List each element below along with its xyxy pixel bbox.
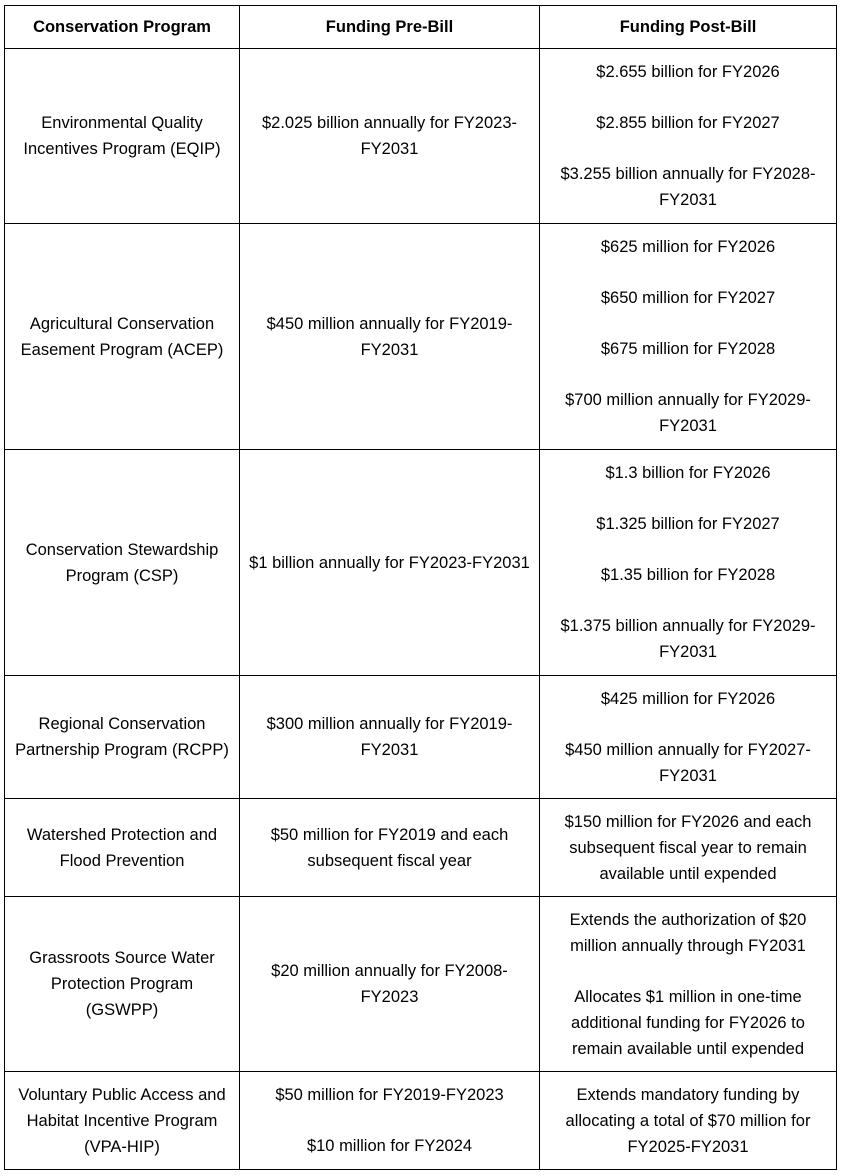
post-bill-text: $625 million for FY2026 — [600, 238, 776, 256]
header-funding-post-bill: Funding Post-Bill — [540, 6, 837, 49]
table-header-row — [5, 6, 837, 49]
post-bill-text: $700 million annually for FY2029-FY2031 — [565, 391, 811, 435]
post-bill-cell — [540, 799, 837, 897]
post-bill-cell — [540, 49, 837, 224]
program-name-cell: Agricultural Conservation Easement Program (ACEP) — [5, 224, 240, 450]
table-row — [5, 676, 837, 799]
conservation-funding-table — [4, 5, 837, 1170]
post-bill-text: $3.255 billion annually for FY2028-FY2031 — [560, 165, 816, 209]
pre-bill-text: $1 billion annually for FY2023-FY2031 — [249, 553, 530, 572]
pre-bill-cell — [240, 799, 540, 897]
pre-bill-text: $50 million for FY2019-FY2023 — [275, 1086, 504, 1104]
header-funding-pre-bill: Funding Pre-Bill — [240, 6, 540, 49]
post-bill-text: $1.325 billion for FY2027 — [596, 515, 780, 533]
pre-bill-text: $20 million annually for FY2008-FY2023 — [271, 962, 508, 1006]
program-name-cell: Voluntary Public Access and Habitat Incentive Program (VPA-HIP) — [5, 1072, 240, 1170]
program-name-cell: Environmental Quality Incentives Program (EQIP) — [5, 49, 240, 224]
pre-bill-cell — [240, 676, 540, 799]
post-bill-cell — [540, 1072, 837, 1170]
post-bill-text: $425 million for FY2026 — [600, 689, 776, 708]
post-bill-text: $1.375 billion annually for FY2029-FY2031 — [560, 617, 816, 661]
post-bill-text: Allocates $1 million in one-time additional funding for FY2026 to remain available until expended — [571, 987, 805, 1058]
post-bill-cell — [540, 450, 837, 676]
pre-bill-text: $300 million annually for FY2019-FY2031 — [266, 715, 513, 759]
post-bill-cell — [540, 897, 837, 1072]
pre-bill-cell — [240, 897, 540, 1072]
post-bill-text: $1.3 billion for FY2026 — [605, 464, 771, 482]
post-bill-text: $675 million for FY2028 — [600, 340, 776, 358]
program-name-cell: Conservation Stewardship Program (CSP) — [5, 450, 240, 676]
post-bill-text: $2.655 billion for FY2026 — [596, 63, 780, 81]
pre-bill-text: $50 million for FY2019 and each subsequent fiscal year — [270, 825, 509, 870]
post-bill-text: Extends mandatory funding by allocating a total of $70 million for FY2025-FY2031 — [565, 1085, 811, 1156]
header-conservation-program: Conservation Program — [5, 6, 240, 49]
pre-bill-cell — [240, 49, 540, 224]
post-bill-cell — [540, 224, 837, 450]
post-bill-text: $1.35 billion for FY2028 — [600, 566, 776, 584]
pre-bill-text: $450 million annually for FY2019-FY2031 — [266, 314, 513, 359]
table-row — [5, 49, 837, 224]
post-bill-text: $450 million annually for FY2027-FY2031 — [565, 740, 811, 785]
post-bill-cell — [540, 676, 837, 799]
program-name-cell: Regional Conservation Partnership Program (RCPP) — [5, 676, 240, 799]
program-name-cell: Grassroots Source Water Protection Program (GSWPP) — [5, 897, 240, 1072]
pre-bill-cell — [240, 224, 540, 450]
pre-bill-cell — [240, 450, 540, 676]
funding-table-container — [4, 5, 836, 1170]
post-bill-text: $2.855 billion for FY2027 — [596, 114, 780, 132]
post-bill-text: Extends the authorization of $20 million annually through FY2031 — [569, 910, 807, 955]
table-row — [5, 224, 837, 450]
table-row — [5, 897, 837, 1072]
table-row — [5, 1072, 837, 1170]
post-bill-text: $650 million for FY2027 — [600, 289, 776, 307]
pre-bill-cell — [240, 1072, 540, 1170]
program-name-cell: Watershed Protection and Flood Prevention — [5, 799, 240, 897]
pre-bill-text: $2.025 billion annually for FY2023-FY2031 — [261, 114, 517, 158]
table-row — [5, 450, 837, 676]
table-row — [5, 799, 837, 897]
pre-bill-text: $10 million for FY2024 — [306, 1137, 473, 1155]
post-bill-text: $150 million for FY2026 and each subsequent fiscal year to remain available until expended — [564, 812, 812, 883]
